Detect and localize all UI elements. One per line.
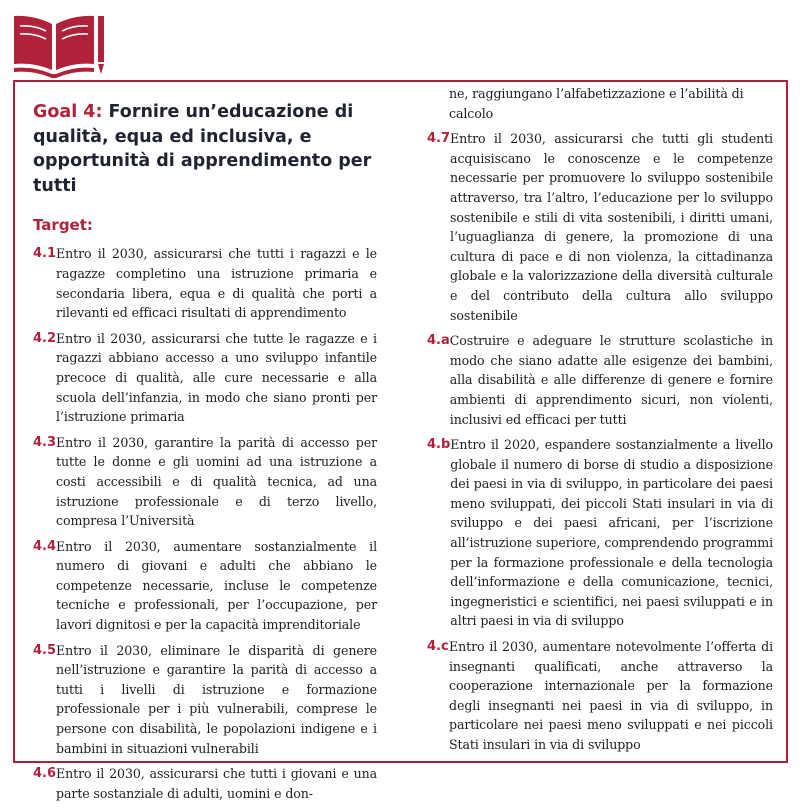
target-item: [33, 329, 377, 427]
target-item: [427, 129, 773, 325]
target-number: 4.2: [33, 330, 57, 346]
target-text: Entro il 2030, assicurarsi che tutte le ragazze e i ragazzi abbiano accesso a uno sviluppo infantile precoce di qualità, alle cure necessarie e alla scuola dell’infanzia, in modo che siano pronti per l’istruzione primaria: [56, 330, 377, 425]
target-item: [427, 331, 773, 429]
goal-title: [33, 100, 377, 198]
target-item: [33, 433, 377, 531]
target-number: 4.b: [427, 437, 451, 453]
target-number: 4.1: [33, 246, 57, 262]
target-text: Entro il 2030, eliminare le disparità di genere nell’istruzione e garantire la parità di accesso a tutti i livelli di istruzione e formazione professionale per i più vulnerabili, comprese le persone con disabilità, le popolazioni indigene e i bambini in situazioni vulnerabili: [56, 642, 377, 756]
left-column: [33, 100, 377, 809]
right-column: [427, 84, 773, 761]
target-text: Entro il 2030, assicurarsi che tutti i ragazzi e le ragazze completino una istruzione primaria e secondaria libera, equa e di qualità che porti a rilevanti ed efficaci risultati di apprendimento: [56, 246, 377, 321]
target-item: [33, 641, 377, 759]
goal-label: Goal 4:: [33, 102, 103, 122]
target-number: 4.a: [427, 333, 450, 349]
target-text: Entro il 2030, aumentare sostanzialmente il numero di giovani e adulti che abbiano le competenze necessarie, incluse le competenze tecniche e professionali, per l’occupazione, per lavori dignitosi e per la capacità imprenditoriale: [56, 538, 377, 633]
target-heading: Target:: [33, 216, 93, 235]
goal-title-text: Fornire un’educazione di qualità, equa ed inclusiva, e opportunità di apprendimento per tutti: [33, 102, 372, 196]
target-item: [33, 244, 377, 322]
target-number: 4.3: [33, 434, 57, 450]
target-text: Entro il 2030, assicurarsi che tutti i giovani e una parte sostanziale di adulti, uomini e don-: [56, 766, 377, 801]
target-number: 4.c: [427, 639, 449, 655]
target-item: [427, 435, 773, 631]
target-number: 4.5: [33, 642, 57, 658]
target-item: [33, 537, 377, 635]
book-pencil-icon: [12, 12, 106, 78]
target-text: Costruire e adeguare le strutture scolastiche in modo che siano adatte alle esigenze dei bambini, alla disabilità e alle differenze di genere e fornire ambienti di apprendimento sicuri, non violenti, inclusivi ed efficaci per tutti: [449, 333, 773, 427]
target-item: [427, 637, 773, 755]
target-text: Entro il 2030, garantire la parità di accesso per tutte le donne e gli uomini ad una istruzione a costi accessibili e di qualità tecnica, ad una istruzione professionale e di terzo livello, compresa l’Università: [56, 434, 377, 529]
target-number: 4.4: [33, 538, 57, 554]
target-number: 4.7: [427, 131, 451, 147]
target-text: Entro il 2020, espandere sostanzialmente a livello globale il numero di borse di studio a disposizione dei paesi in via di sviluppo, in particolare dei paesi meno sviluppati, dei piccoli Stati insulari in via di sviluppo e dei paesi africani, per l’iscrizione all’istruzione superiore, comprendendo programmi per la formazione professionale e della tecnologia dell’informazione e della comunicazione, tecnici, ingegneristici e scientifici, nei paesi sviluppati e in altri paesi in via di sviluppo: [450, 437, 773, 629]
target-text: Entro il 2030, aumentare notevolmente l’offerta di insegnanti qualificati, anche attraverso la cooperazione internazionale per la formazione degli insegnanti nei paesi in via di sviluppo, in particolare nei paesi meno sviluppati e nei piccoli Stati insulari in via di sviluppo: [449, 639, 773, 752]
target-number: 4.6: [33, 766, 57, 782]
target-item: [33, 764, 377, 803]
target-text: Entro il 2030, assicurarsi che tutti gli studenti acquisiscano le conoscenze e le competenze necessarie per promuovere lo sviluppo sostenibile attraverso, tra l’altro, l’educazione per lo sviluppo sostenibile e stili di vita sostenibili, i diritti umani, l’uguaglianza di genere, la promozione di una cultura di pace e di non violenza, la cittadinanza globale e la valorizzazione della diversità culturale e del contributo della cultura allo sviluppo sostenibile: [450, 131, 773, 323]
content-frame: [13, 80, 788, 801]
target-continuation: ne, raggiungano l’alfabetizzazione e l’abilità di calcolo: [449, 86, 744, 121]
